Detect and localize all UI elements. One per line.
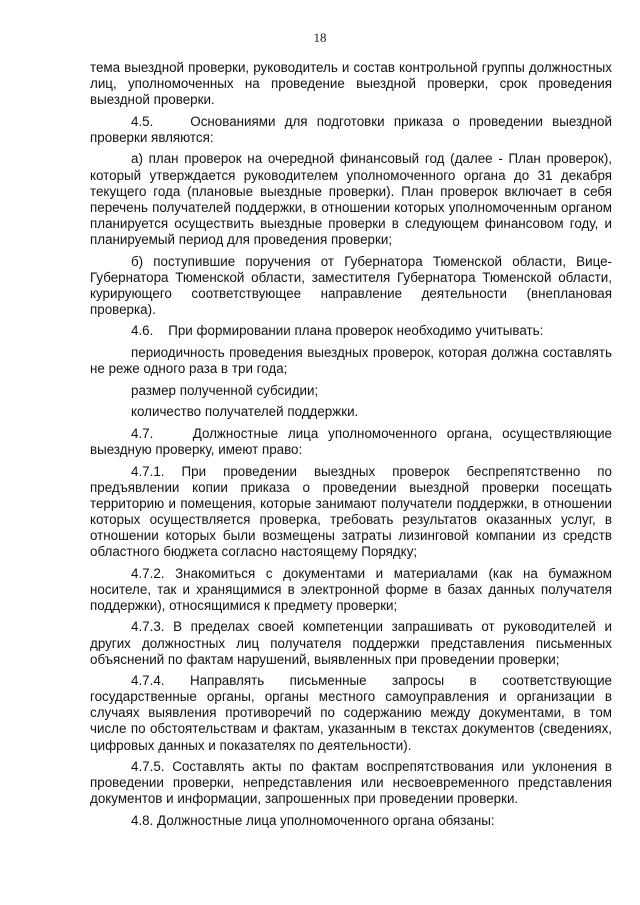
paragraph: 4.6. При формировании плана проверок необходимо учитывать: bbox=[131, 323, 544, 339]
paragraph: размер полученной субсидии; bbox=[131, 382, 319, 398]
paragraph: 4.7.4. Направлять письменные запросы в соответствующие государственные органы, органы местного самоуправления и организации в случаях выявления противоречий по содержанию между документами, в том числе по обстоятельствам и фактам, указанным в текстах документов (сведениях, цифровых данных и показателях по деятельности). bbox=[90, 673, 612, 753]
document-body bbox=[90, 60, 612, 835]
paragraph: б) поступившие поручения от Губернатора Тюменской области, Вице-Губернатора Тюменской области, заместителя Губернатора Тюменской области, курирующего соответствующее направление деятельности (внеплановая проверка). bbox=[90, 253, 612, 317]
paragraph: 4.5. Основаниями для подготовки приказа о проведении выездной проверки являются: bbox=[90, 113, 612, 145]
paragraph: 4.7.1. При проведении выездных проверок беспрепятственно по предъявлении копии приказа о проведении выездной проверки посещать территорию и помещения, которые занимают получатели поддержки, в отношении которых осуществляется проверка, требовать результатов оказанных услуг, в отношении которых были возмещены затраты лизинговой компании из средств областного бюджета согласно настоящему Порядку; bbox=[90, 463, 612, 560]
paragraph: 4.7.5. Составлять акты по фактам воспрепятствования или уклонения в проведении проверки, непредставления или несвоевременного представления документов и информации, запрошенных при проведении проверки. bbox=[90, 759, 612, 807]
paragraph: 4.7.3. В пределах своей компетенции запрашивать от руководителей и других должностных лиц получателя поддержки представления письменных объяснений по фактам нарушений, выявленных при проведении проверки; bbox=[90, 619, 612, 667]
paragraph: количество получателей поддержки. bbox=[131, 404, 359, 420]
page-number: 18 bbox=[313, 30, 327, 45]
paragraph: 4.8. Должностные лица уполномоченного органа обязаны: bbox=[131, 812, 495, 828]
paragraph: 4.7. Должностные лица уполномоченного органа, осуществляющие выездную проверку, имеют право: bbox=[90, 425, 612, 457]
paragraph: тема выездной проверки, руководитель и состав контрольной группы должностных лиц, уполномоченных на проведение выездной проверки, срок проведения выездной проверки. bbox=[90, 60, 612, 108]
paragraph: периодичность проведения выездных проверок, которая должна составлять не реже одного раза в три года; bbox=[90, 345, 612, 377]
paragraph: а) план проверок на очередной финансовый год (далее - План проверок), который утверждается руководителем уполномоченного органа до 31 декабря текущего года (плановые выездные проверки). План проверок включает в себя перечень получателей поддержки, в отношении которых уполномоченным органом планируется осуществить выездные проверки в следующем финансовом году, и планируемый период для проведения проверки; bbox=[90, 151, 612, 247]
paragraph: 4.7.2. Знакомиться с документами и материалами (как на бумажном носителе, так и хранящимися в электронной форме в базах данных получателя поддержки), относящимися к предмету проверки; bbox=[90, 565, 612, 613]
